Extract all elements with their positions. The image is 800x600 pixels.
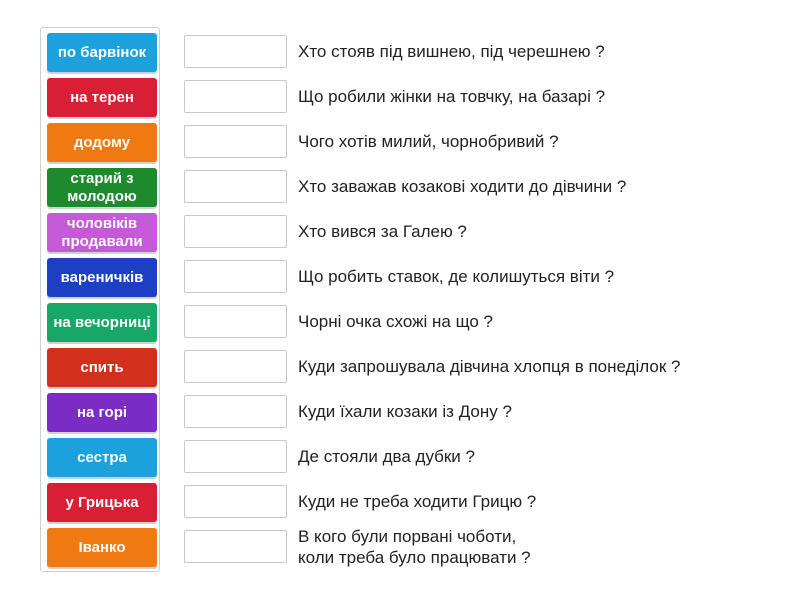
question-row: [0, 437, 800, 482]
answer-drop-slot[interactable]: [184, 35, 287, 68]
answer-tile[interactable]: на горі: [47, 393, 157, 432]
question-text: Хто заважав козакові ходити до дівчини ?: [298, 177, 627, 196]
answer-tile[interactable]: чоловіків продавали: [47, 213, 157, 252]
question-row: [0, 527, 800, 572]
answer-drop-slot[interactable]: [184, 170, 287, 203]
question-text: Що робить ставок, де колишуться віти ?: [298, 267, 615, 286]
answer-drop-slot[interactable]: [184, 305, 287, 338]
answer-tile[interactable]: спить: [47, 348, 157, 387]
question-text: Чого хотів милий, чорнобривий ?: [298, 132, 559, 151]
answer-drop-slot[interactable]: [184, 440, 287, 473]
answer-drop-slot[interactable]: [184, 125, 287, 158]
answer-drop-slot[interactable]: [184, 260, 287, 293]
question-row: [0, 482, 800, 527]
question-text: Куди їхали козаки із Дону ?: [298, 402, 512, 421]
question-row: [0, 212, 800, 257]
answer-tile[interactable]: на вечорниці: [47, 303, 157, 342]
answer-tile[interactable]: по барвінок: [47, 33, 157, 72]
answer-drop-slot[interactable]: [184, 485, 287, 518]
question-text: Чорні очка схожі на що ?: [298, 312, 493, 331]
question-text: Де стояли два дубки ?: [298, 447, 475, 466]
question-text: В кого були порвані чоботи, коли треба було працювати ?: [298, 526, 531, 567]
answer-tile[interactable]: сестра: [47, 438, 157, 477]
question-row: [0, 302, 800, 347]
answer-drop-slot[interactable]: [184, 215, 287, 248]
answer-tile[interactable]: старий з молодою: [47, 168, 157, 207]
question-row: [0, 122, 800, 167]
answer-tile[interactable]: вареничків: [47, 258, 157, 297]
question-text: Що робили жінки на товчку, на базарі ?: [298, 87, 606, 106]
question-text: Куди не треба ходити Грицю ?: [298, 492, 537, 511]
answer-drop-slot[interactable]: [184, 530, 287, 563]
answer-drop-slot[interactable]: [184, 395, 287, 428]
answer-drop-slot[interactable]: [184, 80, 287, 113]
answer-tile[interactable]: у Грицька: [47, 483, 157, 522]
answer-tile[interactable]: Іванко: [47, 528, 157, 567]
question-text: Куди запрошувала дівчина хлопця в понеділок ?: [298, 357, 681, 376]
question-row: [0, 257, 800, 302]
answer-tile[interactable]: додому: [47, 123, 157, 162]
question-row: [0, 77, 800, 122]
answer-drop-slot[interactable]: [184, 350, 287, 383]
question-row: [0, 347, 800, 392]
question-text: Хто стояв під вишнею, під черешнею ?: [298, 42, 605, 61]
question-row: [0, 167, 800, 212]
question-row: [0, 392, 800, 437]
question-text: Хто вився за Галею ?: [298, 222, 467, 241]
answer-tile[interactable]: на терен: [47, 78, 157, 117]
question-row: [0, 32, 800, 77]
